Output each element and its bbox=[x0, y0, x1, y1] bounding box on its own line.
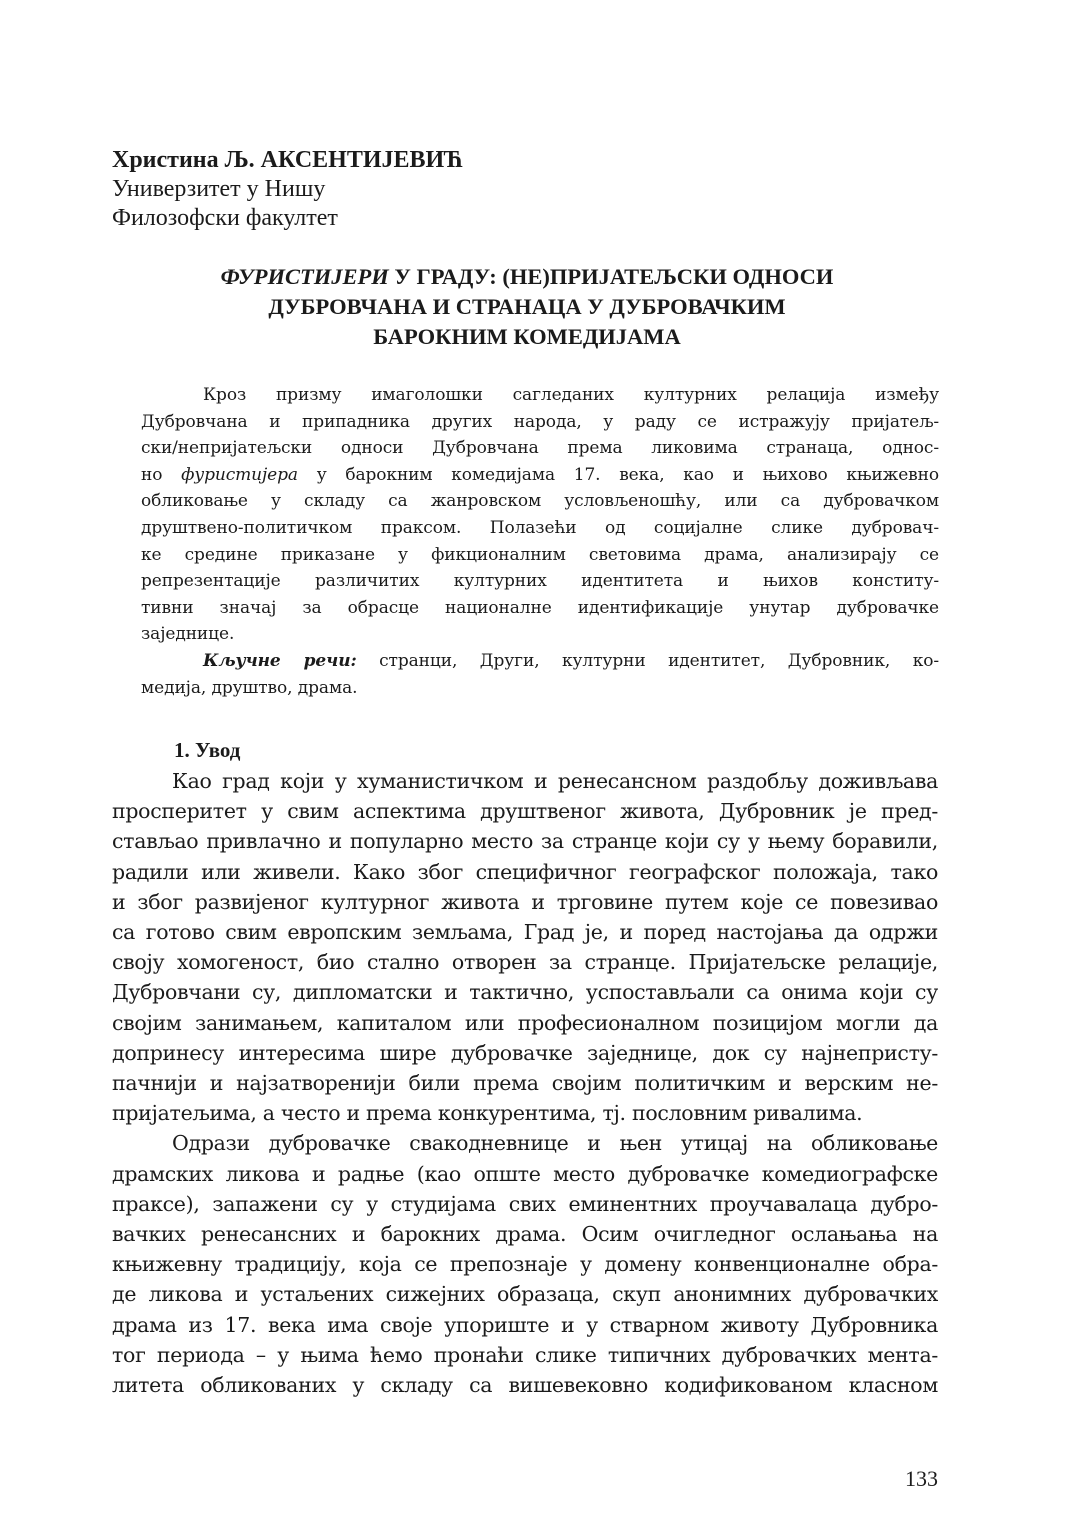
abstract-line: друштвено-политичком праксом. Полазећи од социјалне слике дубровач- bbox=[141, 517, 939, 538]
body-line: драмских ликова и радње (као опште место дубровачке комедиографске bbox=[112, 1161, 938, 1186]
author-university: Универзитет у Нишу bbox=[112, 176, 326, 202]
keywords-line bbox=[141, 648, 939, 675]
abstract-line: обликовање у складу са жанровском условљеношћу, или са дубровачком bbox=[141, 491, 939, 512]
abstract-line: тивни значај за обрасце националне идентификације унутар дубровачке bbox=[141, 597, 939, 618]
body-line: литета обликованих у складу са вишевековно кодификованом класном bbox=[112, 1373, 938, 1398]
abstract-line: ке средине приказане у фикционалним световима драма, анализирају се bbox=[141, 544, 939, 565]
title-line-3: БАРОКНИМ КОМЕДИЈАМА bbox=[373, 324, 681, 349]
body-line: просперитет у свим аспектима друштвеног живота, Дубровник је пред- bbox=[112, 799, 938, 824]
body-line: тог периода – у њима ћемо пронаћи слике типичних дубровачких мента- bbox=[112, 1342, 938, 1367]
body-line: вачких ренесансних и барокних драма. Осим очигледног ослањања на bbox=[112, 1222, 938, 1247]
body-line: са готово свим европским земљама, Град је, и поред настојања да одржи bbox=[112, 920, 938, 945]
abstract-line: заједнице. bbox=[141, 624, 235, 645]
abstract-line-4-post: у барокним комедијама 17. века, као и њихово књижевно bbox=[297, 464, 939, 485]
author-faculty: Филозофски факултет bbox=[112, 205, 338, 231]
abstract-line bbox=[141, 462, 939, 489]
keywords-text: странци, Други, културни идентитет, Дубровник, ко- bbox=[356, 650, 939, 671]
abstract-line: репрезентације различитих културних идентитета и њихов конститу- bbox=[141, 571, 939, 592]
body-line: својим занимањем, капиталом или професионалном позицијом могли да bbox=[112, 1010, 938, 1035]
body-line: де ликова и устаљених сижејних образаца, скуп анонимних дубровачких bbox=[112, 1282, 938, 1307]
abstract-line: Кроз призму имаголошки сагледаних културних релација између bbox=[203, 385, 939, 405]
keywords-line-2: медија, друштво, драма. bbox=[141, 677, 358, 698]
body-line: пачнији и најзатворенији били према својим политичким и верским не- bbox=[112, 1071, 938, 1096]
title-line-1 bbox=[112, 262, 942, 292]
author-block bbox=[112, 146, 942, 233]
page-number: 133 bbox=[905, 1466, 938, 1491]
body-line: праксе), запажени су у студијама свих еминентних проучавалаца дубро- bbox=[112, 1191, 938, 1216]
abstract-italic-term: фуристијера bbox=[181, 464, 298, 485]
body-line: и због развијеног културног живота и трговине путем које се повезивао bbox=[112, 889, 938, 914]
body-line: радили или живели. Како због специфичног географског положаја, тако bbox=[112, 859, 938, 884]
body-line: стављао привлачно и популарно место за странце који су у њему боравили, bbox=[112, 829, 938, 854]
body-line: Дубровчани су, дипломатски и тактично, успостављали са онима који су bbox=[112, 980, 938, 1005]
abstract-line: ски/непријатељски односи Дубровчана према ликовима странаца, однос- bbox=[141, 438, 939, 459]
abstract-line: Дубровчана и припадника других народа, у раду се истражују пријатељ- bbox=[141, 411, 939, 432]
body-line: Одрази дубровачке свакодневнице и њен утицај на обликовање bbox=[172, 1131, 938, 1156]
body-line: своју хомогеност, био стално отворен за странце. Пријатељске релације, bbox=[112, 950, 938, 975]
author-name: Христина Љ. АКСЕНТИЈЕВИЋ bbox=[112, 147, 464, 173]
body-text bbox=[112, 766, 938, 1400]
article-title bbox=[112, 262, 942, 352]
abstract bbox=[141, 382, 939, 701]
abstract-line-4-pre: но bbox=[141, 464, 182, 485]
keywords-label: Кључне речи: bbox=[203, 650, 357, 671]
body-line: пријатељима, а често и према конкурентима, тј. пословним ривалима. bbox=[112, 1101, 863, 1126]
body-line: драма из 17. века има своје упориште и у стварном животу Дубровника bbox=[112, 1312, 938, 1337]
body-line: допринесу интересима шире дубровачке заједнице, док су најнепристу- bbox=[112, 1040, 938, 1065]
section-heading: 1. Увод bbox=[174, 738, 241, 762]
body-line: књижевну традицију, која се препознаје у домену конвенционалне обра- bbox=[112, 1252, 938, 1277]
body-line: Као град који у хуманистичком и ренесансном раздобљу доживљава bbox=[172, 769, 938, 793]
title-line-2: ДУБРОВЧАНА И СТРАНАЦА У ДУБРОВАЧКИМ bbox=[268, 294, 786, 319]
title-line-1-rest: У ГРАДУ: (НЕ)ПРИЈАТЕЉСКИ ОДНОСИ bbox=[388, 264, 834, 289]
title-italic-word: ФУРИСТИЈЕРИ bbox=[220, 264, 389, 289]
